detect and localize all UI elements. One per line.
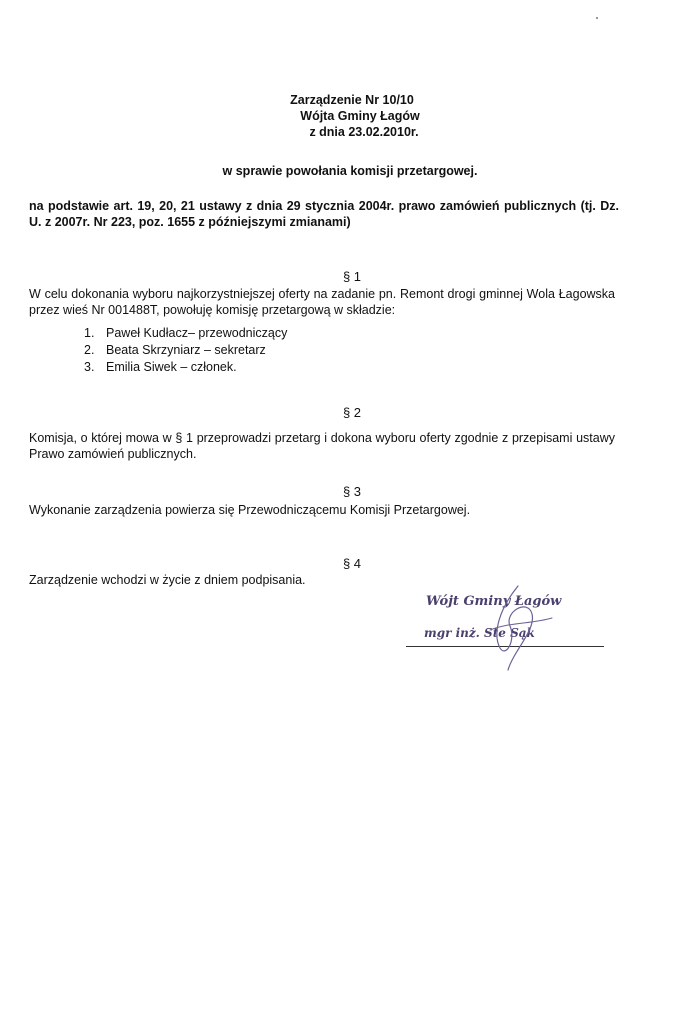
list-item-text: Emilia Siwek – członek. [106,360,237,374]
official-stamp-line-2: mgr inż. Ste Sąk [424,626,535,640]
handwritten-signature [470,578,560,678]
list-item [84,342,287,359]
document-title: Zarządzenie Nr 10/10 [290,93,414,107]
list-item-number: 2. [84,343,95,357]
section-4-text: Zarządzenie wchodzi w życie z dniem podpisania. [29,573,306,587]
document-issuer: Wójta Gminy Łagów [300,109,420,123]
section-1-text: W celu dokonania wyboru najkorzystniejszej oferty na zadanie pn. Remont drogi gminnej Wola Łagowska przez wieś Nr 001488T, powołuję komisję przetargową w składzie: [29,287,615,317]
section-2-text: Komisja, o której mowa w § 1 przeprowadzi przetarg i dokona wyboru oferty zgodnie z przepisami ustawy Prawo zamówień publicznych. [29,431,615,461]
section-4-mark: § 4 [342,556,362,571]
signature-block [400,578,620,678]
section-2-mark: § 2 [342,405,362,420]
official-stamp-line-1: Wójt Gminy Łagów [426,594,562,609]
list-item [84,359,287,376]
section-3-mark: § 3 [342,484,362,499]
section-3-text: Wykonanie zarządzenia powierza się Przewodniczącemu Komisji Przetargowej. [29,503,471,517]
document-date: z dnia 23.02.2010r. [309,125,419,139]
list-item [84,325,287,342]
section-1-mark: § 1 [342,269,362,284]
list-item-number: 1. [84,326,95,340]
committee-members-list [84,325,287,376]
scan-speck [596,17,598,19]
document-subject: w sprawie powołania komisji przetargowej. [222,164,478,178]
list-item-text: Paweł Kudłacz– przewodniczący [106,326,288,340]
list-item-text: Beata Skrzyniarz – sekretarz [106,343,266,357]
legal-basis: na podstawie art. 19, 20, 21 ustawy z dnia 29 stycznia 2004r. prawo zamówień publicznych (tj. Dz. U. z 2007r. Nr 223, poz. 1655 z późniejszymi zmianami) [29,199,619,229]
list-item-number: 3. [84,360,95,374]
